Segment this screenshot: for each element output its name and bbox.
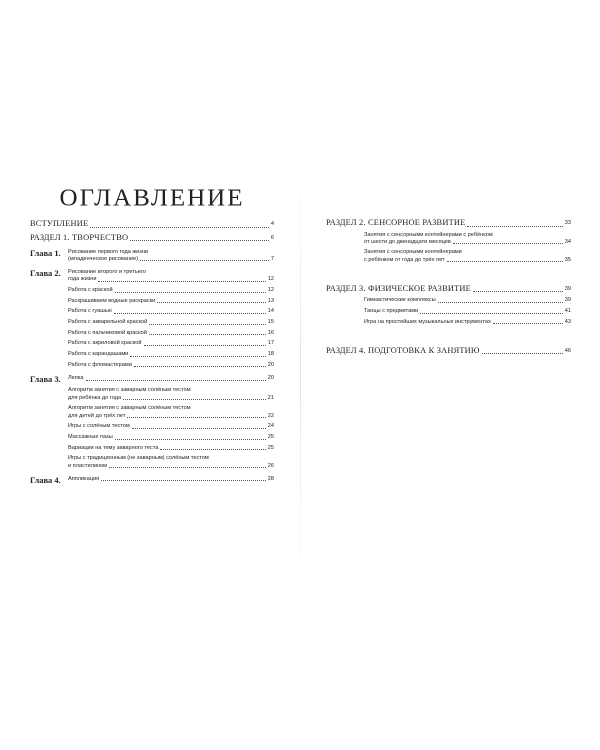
entry-page: 22 bbox=[267, 412, 274, 419]
toc-subentry[interactable] bbox=[68, 340, 274, 347]
leader-dots bbox=[123, 399, 266, 400]
leader-dots bbox=[447, 261, 563, 262]
chapter-name: Глава 3. bbox=[30, 373, 61, 384]
leader-dots bbox=[130, 356, 265, 357]
entry-page: 15 bbox=[267, 318, 274, 325]
toc-subentry[interactable] bbox=[68, 423, 274, 430]
entry-page: 35 bbox=[564, 256, 571, 263]
entry-label: Игра на простейших музыкальных инструментах bbox=[364, 318, 491, 325]
toc-subentry[interactable] bbox=[68, 319, 274, 326]
entry-label: Гимнастические комплексы bbox=[364, 297, 436, 304]
toc-entry-chapter-1[interactable] bbox=[30, 249, 274, 263]
section-2-items bbox=[364, 232, 571, 264]
leader-dots bbox=[86, 380, 266, 381]
chapter-name: Глава 2. bbox=[30, 267, 61, 278]
chapter-2-items bbox=[68, 287, 274, 369]
entry-page: 18 bbox=[267, 351, 274, 358]
toc-entry-section-2[interactable] bbox=[326, 218, 571, 228]
entry-label: Работа с гуашью bbox=[68, 308, 112, 315]
toc-subentry[interactable] bbox=[68, 330, 274, 337]
toc-entry-chapter-2[interactable] bbox=[30, 269, 274, 283]
section-3-items bbox=[364, 297, 571, 326]
toc-entry-section-1[interactable] bbox=[30, 233, 274, 243]
entry-label: РАЗДЕЛ 3. ФИЗИЧЕСКОЕ РАЗВИТИЕ bbox=[326, 283, 471, 293]
entry-page: 4 bbox=[270, 221, 274, 227]
entry-page: 26 bbox=[267, 462, 274, 469]
entry-label-line1: Алгоритм занятия с заварным солёным тестом bbox=[68, 387, 191, 394]
leader-dots bbox=[127, 417, 265, 418]
chapter-name: Глава 1. bbox=[30, 247, 61, 258]
entry-label: Массажные пазы bbox=[68, 433, 113, 440]
entry-label: Аппликация bbox=[68, 475, 100, 482]
toc-subentry[interactable] bbox=[68, 455, 274, 469]
entry-label-line1: Алгоритм занятия с заварным солёным тестом bbox=[68, 405, 191, 412]
leader-dots bbox=[482, 353, 563, 354]
leader-dots bbox=[115, 292, 266, 293]
toc-entry-intro[interactable] bbox=[30, 219, 274, 229]
toc-title: ОГЛАВЛЕНИЕ bbox=[59, 185, 245, 212]
leader-dots bbox=[140, 260, 269, 261]
entry-label-line1: Рисование первого года жизни bbox=[68, 248, 149, 255]
entry-page: 14 bbox=[267, 308, 274, 315]
leader-dots bbox=[144, 345, 266, 346]
toc-subentry[interactable] bbox=[68, 362, 274, 369]
entry-page: 24 bbox=[267, 423, 274, 430]
entry-label: РАЗДЕЛ 2. СЕНСОРНОЕ РАЗВИТИЕ bbox=[326, 218, 466, 227]
entry-label-line2: для детей до трёх лет bbox=[68, 412, 126, 419]
entry-page: 7 bbox=[270, 255, 274, 262]
toc-subentry[interactable] bbox=[68, 351, 274, 358]
entry-label-line1: Занятия с сенсорными контейнерами с ребёнком bbox=[364, 231, 493, 238]
toc-entry-chapter-4[interactable] bbox=[30, 476, 274, 485]
entry-label-line1: Рисование второго и третьего bbox=[68, 268, 146, 275]
entry-page: 20 bbox=[267, 374, 274, 381]
entry-page: 12 bbox=[267, 286, 274, 293]
entry-label: Вариации на тему заварного теста bbox=[68, 444, 159, 451]
entry-label: РАЗДЕЛ 1. ТВОРЧЕСТВО bbox=[30, 232, 129, 242]
leader-dots bbox=[160, 449, 265, 450]
entry-page: 21 bbox=[267, 394, 274, 401]
chapter-name: Глава 4. bbox=[30, 474, 61, 485]
entry-label-line2: (младенческое рисование) bbox=[68, 255, 139, 262]
entry-label-line2: и пластилином bbox=[68, 462, 108, 469]
leader-dots bbox=[132, 428, 266, 429]
entry-label-line1: Игры с традиционным (не заварным) солёным тестом bbox=[68, 455, 209, 462]
entry-page: 13 bbox=[267, 297, 274, 304]
entry-label-line1: Занятия с сенсорными контейнерами bbox=[364, 249, 462, 256]
leader-dots bbox=[157, 302, 266, 303]
entry-page: 33 bbox=[564, 220, 571, 226]
entry-page: 43 bbox=[564, 318, 571, 325]
toc-entry-section-3[interactable] bbox=[326, 284, 571, 294]
toc-subentry[interactable] bbox=[68, 434, 274, 441]
entry-page: 6 bbox=[270, 234, 274, 241]
leader-dots bbox=[149, 334, 266, 335]
leader-dots bbox=[109, 467, 266, 468]
entry-label-line2: года жизни bbox=[68, 276, 97, 283]
entry-label: Работа с карандашами bbox=[68, 351, 129, 358]
entry-page: 41 bbox=[564, 308, 571, 315]
leader-dots bbox=[114, 313, 266, 314]
entry-label: ВСТУПЛЕНИЕ bbox=[30, 219, 89, 228]
right-page bbox=[326, 218, 571, 356]
entry-page: 46 bbox=[564, 347, 571, 354]
entry-page: 25 bbox=[267, 433, 274, 440]
entry-page: 16 bbox=[267, 329, 274, 336]
toc-subentry[interactable] bbox=[364, 232, 571, 246]
left-page bbox=[30, 185, 274, 485]
entry-page: 34 bbox=[564, 238, 571, 245]
toc-subentry[interactable] bbox=[364, 297, 571, 304]
entry-label: Танцы с предметами bbox=[364, 308, 419, 315]
toc-subentry[interactable] bbox=[364, 308, 571, 315]
entry-label: Работа с фломастерами bbox=[68, 361, 132, 368]
toc-entry-section-4[interactable] bbox=[326, 346, 571, 356]
entry-page: 12 bbox=[267, 276, 274, 283]
entry-page: 28 bbox=[267, 475, 274, 482]
entry-label: Работа с акриловой краской bbox=[68, 340, 142, 347]
entry-label: Раскрашиваем водные раскраски bbox=[68, 297, 156, 304]
leader-dots bbox=[130, 240, 269, 241]
entry-label-line2: от шести до двенадцати месяцев bbox=[364, 238, 451, 245]
toc-subentry[interactable] bbox=[68, 405, 274, 419]
leader-dots bbox=[101, 480, 266, 481]
leader-dots bbox=[149, 324, 266, 325]
toc-subentry[interactable] bbox=[68, 287, 274, 294]
entry-page: 39 bbox=[564, 297, 571, 304]
entry-page: 25 bbox=[267, 444, 274, 451]
entry-page: 17 bbox=[267, 340, 274, 347]
entry-label: РАЗДЕЛ 4. ПОДГОТОВКА К ЗАНЯТИЮ bbox=[326, 345, 480, 355]
leader-dots bbox=[493, 323, 563, 324]
leader-dots bbox=[134, 366, 266, 367]
page-fold bbox=[300, 160, 301, 590]
chapter-3-items bbox=[68, 387, 274, 469]
toc-subentry[interactable] bbox=[68, 308, 274, 315]
toc-subentry[interactable] bbox=[68, 387, 274, 401]
entry-label-line2: с ребёнком от года до трёх лет bbox=[364, 256, 445, 263]
leader-dots bbox=[420, 313, 563, 314]
entry-label: Лепка bbox=[68, 374, 84, 381]
leader-dots bbox=[115, 439, 266, 440]
toc-subentry[interactable] bbox=[68, 445, 274, 452]
entry-page: 20 bbox=[267, 361, 274, 368]
entry-label: Игры с солёным тестом bbox=[68, 423, 130, 430]
entry-label-line2: для ребёнка до года bbox=[68, 394, 122, 401]
leader-dots bbox=[438, 302, 563, 303]
leader-dots bbox=[98, 281, 265, 282]
entry-label: Работа с акварельной краской bbox=[68, 318, 148, 325]
toc-subentry[interactable] bbox=[364, 249, 571, 263]
leader-dots bbox=[473, 291, 563, 292]
entry-label: Работа с краской bbox=[68, 286, 113, 293]
leader-dots bbox=[467, 226, 562, 227]
leader-dots bbox=[90, 227, 269, 228]
toc-subentry[interactable] bbox=[364, 319, 571, 326]
entry-label: Работа с пальчиковой краской bbox=[68, 329, 147, 336]
entry-page: 39 bbox=[564, 285, 571, 292]
toc-subentry[interactable] bbox=[68, 298, 274, 305]
toc-entry-chapter-3[interactable] bbox=[30, 375, 274, 384]
leader-dots bbox=[453, 243, 563, 244]
